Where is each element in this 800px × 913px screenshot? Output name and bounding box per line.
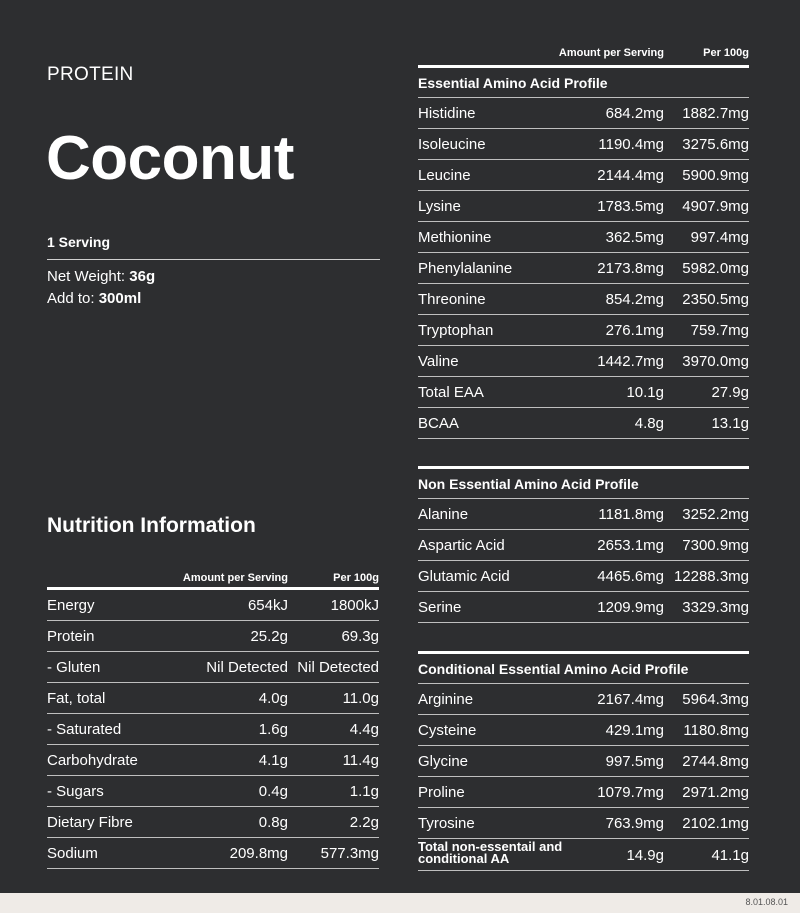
column-header-serving: Amount per Serving bbox=[558, 47, 664, 59]
row-name: Glycine bbox=[418, 753, 469, 770]
table-row bbox=[47, 838, 379, 869]
table-row bbox=[418, 561, 749, 592]
row-per100: 5982.0mg bbox=[682, 260, 749, 277]
table-row bbox=[418, 129, 749, 160]
table-row bbox=[47, 776, 379, 807]
table-row bbox=[418, 315, 749, 346]
row-per100: 1882.7mg bbox=[682, 105, 749, 122]
row-per100: 3329.3mg bbox=[682, 599, 749, 616]
row-serving: 1190.4mg bbox=[598, 136, 664, 153]
row-name: Tyrosine bbox=[418, 815, 475, 832]
row-serving: 2173.8mg bbox=[597, 260, 664, 277]
row-per100: 13.1g bbox=[711, 415, 749, 432]
nutrition-title: Nutrition Information bbox=[47, 514, 256, 537]
table-row bbox=[418, 715, 749, 746]
row-name: BCAA bbox=[418, 415, 459, 432]
serving-label: 1 Serving bbox=[47, 234, 111, 250]
row-name: Isoleucine bbox=[418, 136, 486, 153]
product-code: 8.01.08.01 bbox=[745, 897, 788, 907]
table-row bbox=[47, 745, 379, 776]
table-row bbox=[418, 222, 749, 253]
row-serving: 4.0g bbox=[258, 690, 288, 707]
table-row bbox=[418, 253, 749, 284]
row-name: Cysteine bbox=[418, 722, 477, 739]
row-serving: 4465.6mg bbox=[597, 568, 664, 585]
row-per100: 7300.9mg bbox=[682, 537, 749, 554]
row-per100: 11.0g bbox=[342, 690, 379, 707]
section-title: Non Essential Amino Acid Profile bbox=[418, 469, 749, 499]
row-per100: 3275.6mg bbox=[682, 136, 749, 153]
row-per100: 11.4g bbox=[342, 752, 379, 769]
section-title: Conditional Essential Amino Acid Profile bbox=[418, 654, 749, 684]
row-serving: 362.5mg bbox=[605, 229, 664, 246]
conditional-rows bbox=[418, 684, 749, 839]
add-to-value: 300ml bbox=[98, 290, 142, 307]
row-per100: 5900.9mg bbox=[682, 167, 749, 184]
row-per100: 2.2g bbox=[349, 814, 379, 831]
product-name: Coconut bbox=[46, 124, 294, 193]
nutrition-table bbox=[47, 567, 379, 869]
row-serving: 0.8g bbox=[258, 814, 288, 831]
row-name: Sodium bbox=[47, 845, 98, 862]
nutrition-table-header bbox=[47, 567, 379, 587]
table-row bbox=[418, 346, 749, 377]
net-weight-value: 36g bbox=[129, 268, 156, 285]
row-per100: 2350.5mg bbox=[682, 291, 749, 308]
row-name: Arginine bbox=[418, 691, 474, 708]
row-name: Phenylalanine bbox=[418, 260, 513, 277]
category-label: PROTEIN bbox=[47, 64, 134, 85]
column-header-per100: Per 100g bbox=[703, 47, 749, 59]
row-per100: 4907.9mg bbox=[682, 198, 749, 215]
table-row bbox=[418, 592, 749, 623]
row-per100: 5964.3mg bbox=[682, 691, 749, 708]
row-serving: 684.2mg bbox=[605, 105, 664, 122]
row-name: Glutamic Acid bbox=[418, 568, 510, 585]
column-header-per100: Per 100g bbox=[333, 572, 379, 584]
row-name: - Gluten bbox=[47, 659, 101, 676]
row-serving: 2144.4mg bbox=[597, 167, 664, 184]
row-per100: 1180.8mg bbox=[683, 722, 749, 739]
table-row bbox=[418, 499, 749, 530]
row-per100: 2744.8mg bbox=[682, 753, 749, 770]
row-name: Total non-essentail and conditional AA bbox=[418, 839, 563, 866]
row-per100: 2102.1mg bbox=[682, 815, 749, 832]
conditional-amino-table bbox=[418, 651, 749, 871]
row-per100: 2971.2mg bbox=[682, 784, 749, 801]
row-name: Carbohydrate bbox=[47, 752, 138, 769]
table-row bbox=[418, 98, 749, 129]
row-name: Serine bbox=[418, 599, 462, 616]
row-name: Valine bbox=[418, 353, 459, 370]
row-name: Protein bbox=[47, 628, 95, 645]
footer-strip bbox=[0, 893, 800, 913]
table-row bbox=[47, 807, 379, 838]
row-per100: 27.9g bbox=[711, 384, 749, 401]
row-serving: 1209.9mg bbox=[597, 599, 664, 616]
row-serving: 1783.5mg bbox=[597, 198, 664, 215]
row-name: Dietary Fibre bbox=[47, 814, 133, 831]
table-row bbox=[47, 621, 379, 652]
table-row bbox=[418, 530, 749, 561]
row-per100: Nil Detected bbox=[297, 659, 379, 676]
table-row bbox=[418, 777, 749, 808]
divider bbox=[47, 259, 380, 260]
row-name: Methionine bbox=[418, 229, 492, 246]
row-per100: 12288.3mg bbox=[673, 568, 749, 585]
row-serving: Nil Detected bbox=[206, 659, 288, 676]
amino-table-header bbox=[418, 42, 749, 62]
column-header-serving: Amount per Serving bbox=[182, 572, 288, 584]
table-row bbox=[418, 284, 749, 315]
row-name: Histidine bbox=[418, 105, 476, 122]
row-name: Threonine bbox=[418, 291, 486, 308]
row-per100: 577.3mg bbox=[320, 845, 379, 862]
row-serving: 654kJ bbox=[247, 597, 288, 614]
row-serving: 763.9mg bbox=[605, 815, 664, 832]
row-name: Fat, total bbox=[47, 690, 106, 707]
table-row bbox=[418, 684, 749, 715]
total-row bbox=[418, 839, 749, 871]
row-serving: 276.1mg bbox=[605, 322, 664, 339]
table-row bbox=[418, 808, 749, 839]
row-serving: 2653.1mg bbox=[597, 537, 664, 554]
table-row bbox=[47, 714, 379, 745]
row-serving: 1442.7mg bbox=[597, 353, 664, 370]
row-name: - Saturated bbox=[47, 721, 122, 738]
add-to-label: Add to: bbox=[47, 290, 99, 307]
row-per100: 3252.2mg bbox=[682, 506, 749, 523]
row-serving: 854.2mg bbox=[605, 291, 664, 308]
row-serving: 1079.7mg bbox=[597, 784, 664, 801]
row-serving: 25.2g bbox=[250, 628, 288, 645]
row-serving: 10.1g bbox=[626, 384, 664, 401]
row-name: Aspartic Acid bbox=[418, 537, 505, 554]
row-per100: 1800kJ bbox=[330, 597, 379, 614]
row-per100: 4.4g bbox=[349, 721, 379, 738]
row-name: Proline bbox=[418, 784, 465, 801]
essential-rows bbox=[418, 98, 749, 439]
row-serving: 4.1g bbox=[258, 752, 288, 769]
table-row bbox=[418, 160, 749, 191]
row-serving: 2167.4mg bbox=[597, 691, 664, 708]
non-essential-rows bbox=[418, 499, 749, 623]
row-serving: 14.9g bbox=[626, 847, 664, 864]
row-per100: 41.1g bbox=[711, 847, 749, 864]
row-serving: 1181.8mg bbox=[598, 506, 664, 523]
row-serving: 997.5mg bbox=[605, 753, 664, 770]
section-title: Essential Amino Acid Profile bbox=[418, 68, 749, 98]
row-serving: 4.8g bbox=[634, 415, 664, 432]
row-per100: 69.3g bbox=[341, 628, 379, 645]
table-row bbox=[418, 746, 749, 777]
row-per100: 1.1g bbox=[349, 783, 379, 800]
table-row bbox=[47, 590, 379, 621]
table-row bbox=[418, 377, 749, 408]
row-serving: 209.8mg bbox=[229, 845, 288, 862]
row-name: Alanine bbox=[418, 506, 469, 523]
add-to bbox=[47, 290, 141, 307]
net-weight-label: Net Weight: bbox=[47, 268, 130, 285]
row-serving: 1.6g bbox=[258, 721, 288, 738]
row-name: Energy bbox=[47, 597, 95, 614]
essential-amino-table bbox=[418, 65, 749, 439]
net-weight bbox=[47, 268, 155, 285]
row-name: Lysine bbox=[418, 198, 461, 215]
row-per100: 3970.0mg bbox=[682, 353, 749, 370]
table-row bbox=[418, 408, 749, 439]
non-essential-amino-table bbox=[418, 466, 749, 623]
row-per100: 997.4mg bbox=[690, 229, 749, 246]
row-name: - Sugars bbox=[47, 783, 104, 800]
row-name: Tryptophan bbox=[418, 322, 494, 339]
nutrition-rows bbox=[47, 590, 379, 869]
row-serving: 0.4g bbox=[258, 783, 288, 800]
row-serving: 429.1mg bbox=[605, 722, 664, 739]
row-name: Leucine bbox=[418, 167, 471, 184]
table-row bbox=[47, 652, 379, 683]
row-name: Total EAA bbox=[418, 384, 484, 401]
table-row bbox=[418, 191, 749, 222]
table-row bbox=[47, 683, 379, 714]
row-per100: 759.7mg bbox=[690, 322, 749, 339]
